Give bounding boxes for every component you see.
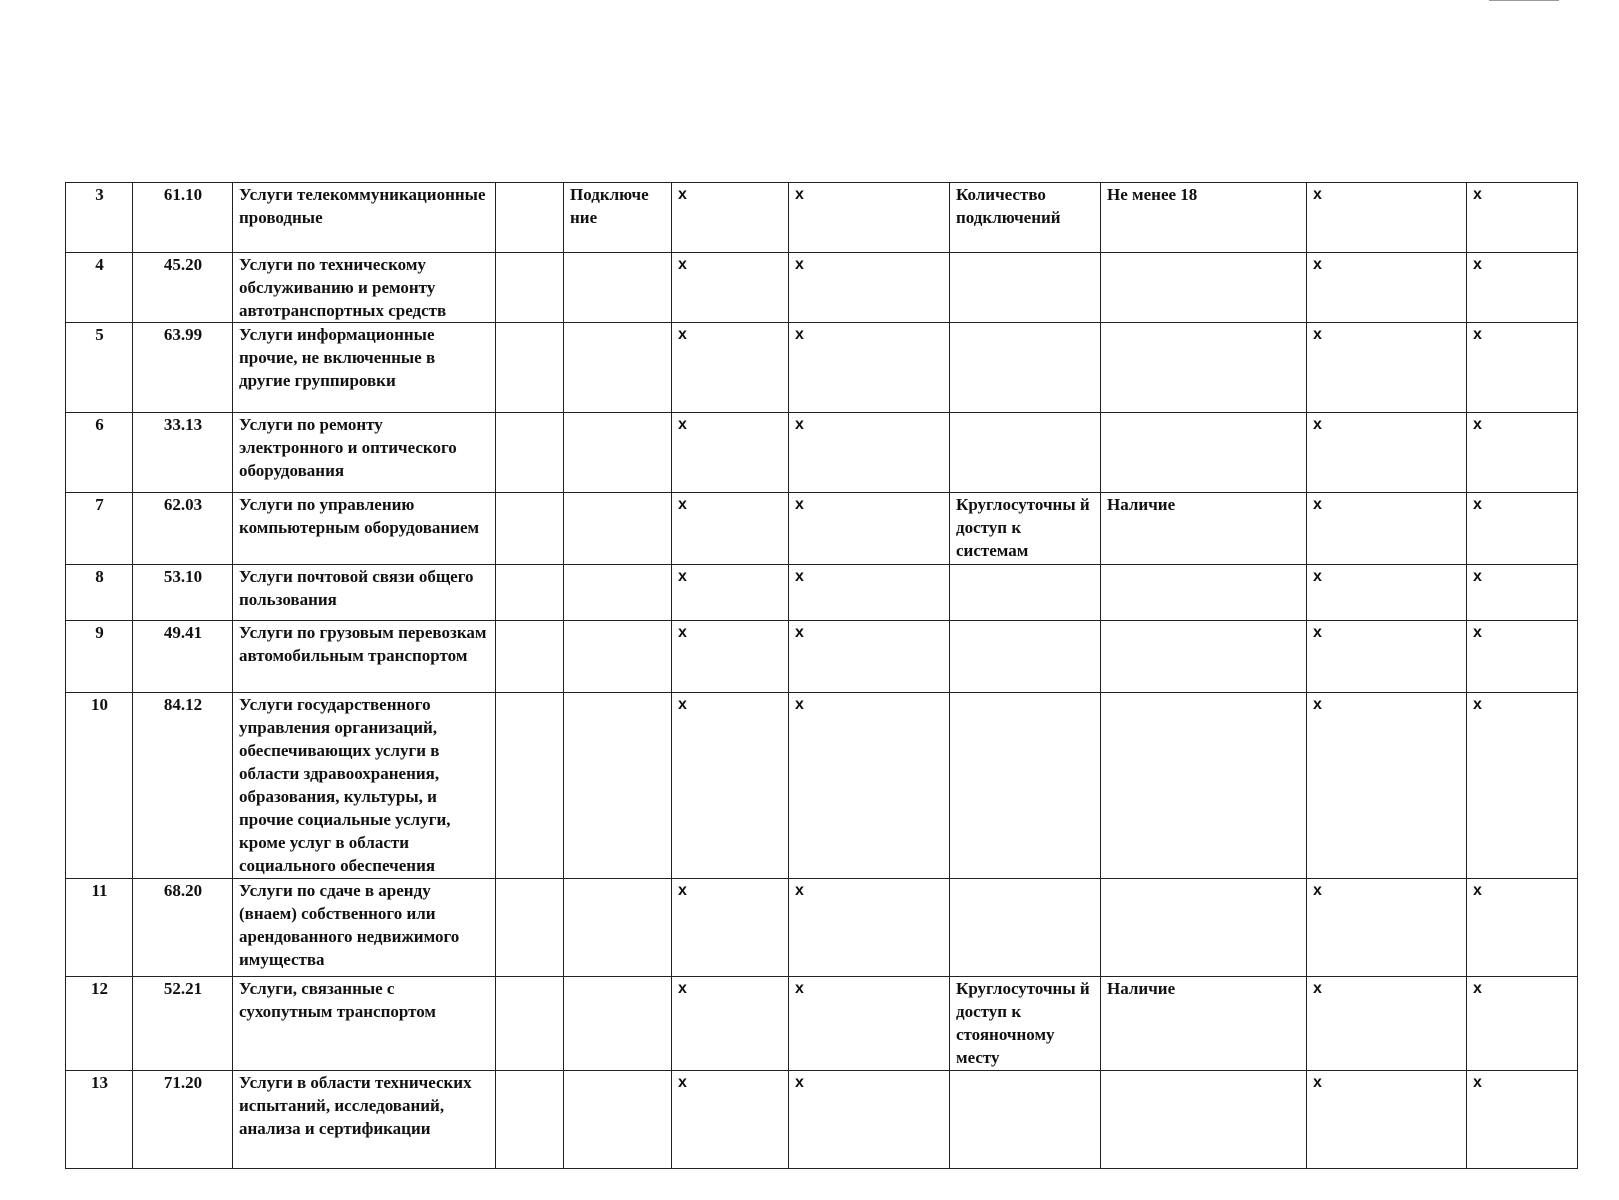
- table-row: [66, 253, 1578, 323]
- service-description: Услуги по управлению компьютерным оборудованием: [233, 493, 496, 565]
- cell-col4: [496, 621, 564, 693]
- cell-col6: x: [672, 493, 789, 565]
- cell-col4: [496, 693, 564, 879]
- cell-col6: x: [672, 879, 789, 977]
- okpd-code: 71.20: [133, 1071, 233, 1169]
- cell-col6: x: [672, 253, 789, 323]
- characteristic-value: [1101, 879, 1307, 977]
- cell-col10: x: [1307, 493, 1467, 565]
- okpd-code: 61.10: [133, 183, 233, 253]
- okpd-code: 33.13: [133, 413, 233, 493]
- cell-col5: [564, 621, 672, 693]
- table-row: [66, 413, 1578, 493]
- characteristic-name: [950, 879, 1101, 977]
- cell-col7: x: [789, 565, 950, 621]
- characteristic-value: [1101, 1071, 1307, 1169]
- service-description: Услуги телекоммуникационные проводные: [233, 183, 496, 253]
- characteristic-name: Количество подключений: [950, 183, 1101, 253]
- cell-col11: x: [1467, 565, 1578, 621]
- cell-col10: x: [1307, 565, 1467, 621]
- cell-col7: x: [789, 183, 950, 253]
- characteristic-value: Наличие: [1101, 977, 1307, 1071]
- okpd-code: 63.99: [133, 323, 233, 413]
- row-number: 4: [66, 253, 133, 323]
- table-row: [66, 1071, 1578, 1169]
- cell-col4: [496, 493, 564, 565]
- service-description: Услуги по сдаче в аренду (внаем) собственного или арендованного недвижимого имущества: [233, 879, 496, 977]
- cell-col7: x: [789, 323, 950, 413]
- row-number: 12: [66, 977, 133, 1071]
- service-description: Услуги по техническому обслуживанию и ремонту автотранспортных средств: [233, 253, 496, 323]
- okpd-code: 52.21: [133, 977, 233, 1071]
- characteristic-name: [950, 323, 1101, 413]
- row-number: 9: [66, 621, 133, 693]
- cell-col5: [564, 879, 672, 977]
- cell-col5: [564, 977, 672, 1071]
- row-number: 7: [66, 493, 133, 565]
- cell-col10: x: [1307, 621, 1467, 693]
- cell-col5: [564, 493, 672, 565]
- row-number: 3: [66, 183, 133, 253]
- characteristic-value: [1101, 693, 1307, 879]
- table-row: [66, 621, 1578, 693]
- cell-col10: x: [1307, 183, 1467, 253]
- cell-col10: x: [1307, 413, 1467, 493]
- cell-col6: x: [672, 977, 789, 1071]
- characteristic-value: Не менее 18: [1101, 183, 1307, 253]
- cell-col7: x: [789, 253, 950, 323]
- service-description: Услуги в области технических испытаний, исследований, анализа и сертификации: [233, 1071, 496, 1169]
- okpd-code: 49.41: [133, 621, 233, 693]
- characteristic-value: [1101, 621, 1307, 693]
- characteristic-value: Наличие: [1101, 493, 1307, 565]
- cell-col7: x: [789, 413, 950, 493]
- cell-col4: [496, 253, 564, 323]
- cell-col10: x: [1307, 253, 1467, 323]
- cell-col7: x: [789, 693, 950, 879]
- table-row: [66, 977, 1578, 1071]
- table-row: [66, 693, 1578, 879]
- characteristic-name: [950, 1071, 1101, 1169]
- cell-col4: [496, 879, 564, 977]
- cell-col11: x: [1467, 493, 1578, 565]
- service-description: Услуги по грузовым перевозкам автомобильным транспортом: [233, 621, 496, 693]
- service-description: Услуги информационные прочие, не включенные в другие группировки: [233, 323, 496, 413]
- cell-col5: Подключе ние: [564, 183, 672, 253]
- cell-col5: [564, 323, 672, 413]
- service-description: Услуги почтовой связи общего пользования: [233, 565, 496, 621]
- characteristic-name: [950, 253, 1101, 323]
- row-number: 8: [66, 565, 133, 621]
- table-body: [66, 183, 1578, 1169]
- cell-col10: x: [1307, 977, 1467, 1071]
- cell-col6: x: [672, 413, 789, 493]
- okpd-code: 45.20: [133, 253, 233, 323]
- characteristic-value: [1101, 565, 1307, 621]
- cell-col4: [496, 183, 564, 253]
- table-row: [66, 183, 1578, 253]
- cell-col4: [496, 977, 564, 1071]
- service-description: Услуги, связанные с сухопутным транспортом: [233, 977, 496, 1071]
- cell-col11: x: [1467, 323, 1578, 413]
- okpd-code: 53.10: [133, 565, 233, 621]
- cell-col11: x: [1467, 253, 1578, 323]
- cell-col11: x: [1467, 183, 1578, 253]
- table-row: [66, 879, 1578, 977]
- cell-col6: x: [672, 621, 789, 693]
- cell-col5: [564, 565, 672, 621]
- cell-col6: x: [672, 323, 789, 413]
- cell-col5: [564, 413, 672, 493]
- cell-col7: x: [789, 493, 950, 565]
- cell-col11: x: [1467, 413, 1578, 493]
- cell-col5: [564, 253, 672, 323]
- cell-col7: x: [789, 879, 950, 977]
- okpd-code: 62.03: [133, 493, 233, 565]
- service-description: Услуги государственного управления организаций, обеспечивающих услуги в области здравоохранения, образования, культуры, и прочие социальные услуги, кроме услуг в области социального обеспечения: [233, 693, 496, 879]
- characteristic-name: Круглосуточны й доступ к системам: [950, 493, 1101, 565]
- table-row: [66, 323, 1578, 413]
- characteristic-value: [1101, 253, 1307, 323]
- cell-col4: [496, 565, 564, 621]
- cell-col5: [564, 693, 672, 879]
- cell-col11: x: [1467, 693, 1578, 879]
- row-number: 13: [66, 1071, 133, 1169]
- row-number: 5: [66, 323, 133, 413]
- cell-col11: x: [1467, 1071, 1578, 1169]
- cell-col7: x: [789, 1071, 950, 1169]
- characteristic-name: [950, 621, 1101, 693]
- cell-col10: x: [1307, 693, 1467, 879]
- table-row: [66, 493, 1578, 565]
- row-number: 6: [66, 413, 133, 493]
- characteristic-name: [950, 413, 1101, 493]
- cell-col6: x: [672, 1071, 789, 1169]
- cell-col7: x: [789, 621, 950, 693]
- cell-col11: x: [1467, 977, 1578, 1071]
- okpd-code: 84.12: [133, 693, 233, 879]
- characteristic-name: [950, 565, 1101, 621]
- cell-col10: x: [1307, 323, 1467, 413]
- characteristic-value: [1101, 413, 1307, 493]
- cell-col4: [496, 1071, 564, 1169]
- table-row: [66, 565, 1578, 621]
- scan-mark: [1489, 0, 1559, 3]
- okpd-code: 68.20: [133, 879, 233, 977]
- row-number: 10: [66, 693, 133, 879]
- characteristic-value: [1101, 323, 1307, 413]
- row-number: 11: [66, 879, 133, 977]
- cell-col6: x: [672, 565, 789, 621]
- characteristic-name: [950, 693, 1101, 879]
- cell-col5: [564, 1071, 672, 1169]
- cell-col6: x: [672, 693, 789, 879]
- characteristic-name: Круглосуточны й доступ к стояночному месту: [950, 977, 1101, 1071]
- cell-col7: x: [789, 977, 950, 1071]
- cell-col10: x: [1307, 879, 1467, 977]
- cell-col11: x: [1467, 621, 1578, 693]
- cell-col4: [496, 323, 564, 413]
- cell-col10: x: [1307, 1071, 1467, 1169]
- procurement-table: [65, 182, 1578, 1169]
- cell-col4: [496, 413, 564, 493]
- cell-col11: x: [1467, 879, 1578, 977]
- service-description: Услуги по ремонту электронного и оптического оборудования: [233, 413, 496, 493]
- cell-col6: x: [672, 183, 789, 253]
